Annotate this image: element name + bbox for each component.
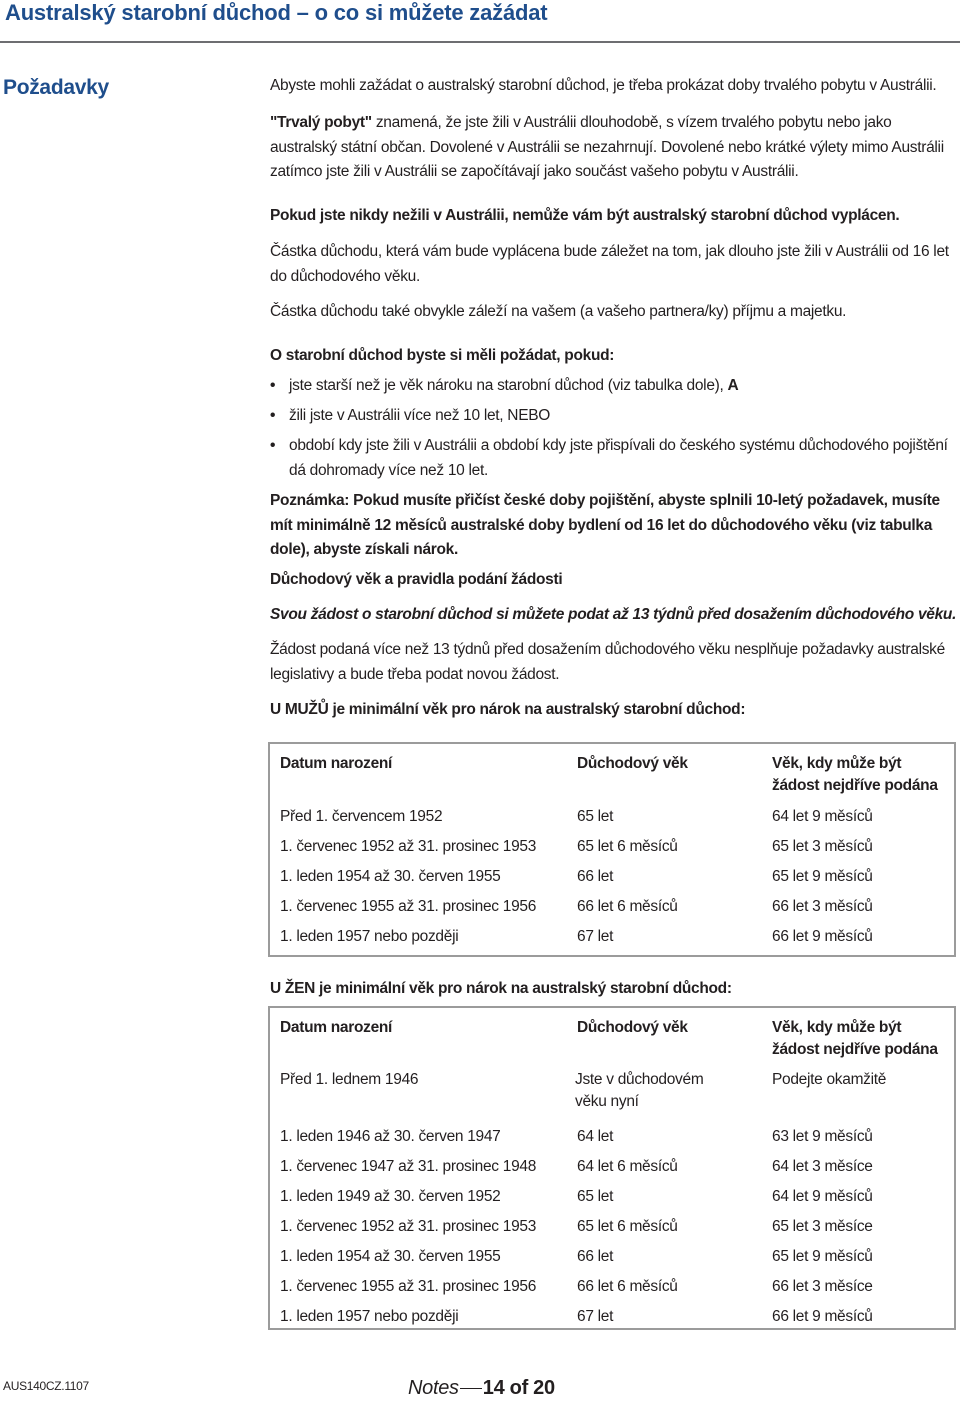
table-cell: 1. leden 1949 až 30. červen 1952 bbox=[280, 1188, 501, 1205]
bullet-icon: • bbox=[270, 377, 276, 394]
table-cell: 65 let 9 měsíců bbox=[772, 868, 873, 885]
column-header-birth-date: Datum narození bbox=[280, 1019, 393, 1036]
paragraph-amount-income: Částka důchodu také obvykle záleží na vašem (a vašeho partnera/ky) příjmu a majetku. bbox=[270, 303, 847, 320]
paragraph-permanent-residence-text: znamená, že jste žili v Austrálii dlouhodobě, s vízem trvalého pobytu nebo jako australský státní občan. Dovolené v Austrálii se nezahrnují. Dovolené nebo krátké výlety mimo Austrálii zatímco jste žili v Austrálii se započítávají jako součást vašeho pobytu v Austrálii. bbox=[270, 114, 944, 180]
document-code: AUS140CZ.1107 bbox=[3, 1379, 89, 1393]
table-cell: Před 1. červencem 1952 bbox=[280, 808, 443, 825]
table-cell: 66 let 6 měsíců bbox=[577, 1278, 678, 1295]
table-cell: 1. červenec 1955 až 31. prosinec 1956 bbox=[280, 1278, 537, 1295]
table-cell: 1. leden 1957 nebo později bbox=[280, 928, 459, 945]
table-cell: 1. leden 1954 až 30. červen 1955 bbox=[280, 868, 501, 885]
table-cell: Podejte okamžitě bbox=[772, 1071, 887, 1088]
list-item-text: období kdy jste žili v Austrálii a období kdy jste přispívali do českého systému důchodového pojištění dá dohromady více než 10 let. bbox=[289, 437, 948, 479]
bullet-icon: • bbox=[270, 407, 276, 424]
table-cell: 64 let 9 měsíců bbox=[772, 1188, 873, 1205]
column-header-pension-age: Důchodový věk bbox=[577, 1019, 688, 1036]
column-header-birth-date: Datum narození bbox=[280, 755, 393, 772]
table-cell: 64 let bbox=[577, 1128, 614, 1145]
table-cell: 1. červenec 1955 až 31. prosinec 1956 bbox=[280, 898, 537, 915]
table-cell: 65 let 6 měsíců bbox=[577, 1218, 678, 1235]
table-cell: 64 let 3 měsíce bbox=[772, 1158, 873, 1175]
bullet-icon: • bbox=[270, 437, 276, 454]
table-cell: 65 let bbox=[577, 808, 614, 825]
paragraph-amount-duration: Částka důchodu, která vám bude vyplácena bude záležet na tom, jak dlouho jste žili v Austrálii od 16 let do důchodového věku. bbox=[270, 243, 949, 285]
section-label: Požadavky bbox=[3, 76, 109, 99]
table-cell: 66 let 6 měsíců bbox=[577, 898, 678, 915]
table-cell: 66 let 9 měsíců bbox=[772, 1308, 873, 1325]
heading-women-table: U ŽEN je minimální věk pro nárok na australský starobní důchod: bbox=[270, 980, 732, 997]
table-cell: 65 let 9 měsíců bbox=[772, 1248, 873, 1265]
table-cell: 1. červenec 1947 až 31. prosinec 1948 bbox=[280, 1158, 537, 1175]
dash-divider bbox=[460, 1388, 482, 1390]
table-cell: 64 let 9 měsíců bbox=[772, 808, 873, 825]
list-item-connector: A bbox=[727, 377, 739, 394]
list-item-text: žili jste v Austrálii více než 10 let, NEBO bbox=[289, 407, 551, 424]
table-cell: 63 let 9 měsíců bbox=[772, 1128, 873, 1145]
table-cell: 65 let 3 měsíců bbox=[772, 838, 873, 855]
list-item-text: jste starší než je věk nároku na starobní důchod (viz tabulka dole), bbox=[289, 377, 728, 394]
table-cell: Před 1. lednem 1946 bbox=[280, 1071, 419, 1088]
column-header-earliest-claim: Věk, kdy může být žádost nejdříve podána bbox=[772, 1019, 938, 1058]
table-cell: 67 let bbox=[577, 928, 614, 945]
paragraph-apply-window: Svou žádost o starobní důchod si můžete podat až 13 týdnů před dosažením důchodového věku. bbox=[270, 606, 957, 623]
heading-retirement-age: Důchodový věk a pravidla podání žádosti bbox=[270, 571, 563, 588]
paragraph-never-lived: Pokud jste nikdy nežili v Austrálii, nemůže vám být australský starobní důchod vyplácen. bbox=[270, 207, 900, 224]
page-title: Australský starobní důchod – o co si můžete zažádat bbox=[5, 0, 548, 25]
term-permanent-residence: "Trvalý pobyt" bbox=[270, 114, 372, 131]
notes-label: Notes bbox=[408, 1377, 459, 1399]
paragraph-permanent-residence bbox=[270, 111, 960, 185]
paragraph-apply-if: O starobní důchod byste si měli požádat, pokud: bbox=[270, 347, 615, 364]
table-cell: Jste v důchodovém věku nyní bbox=[575, 1071, 704, 1110]
header-divider bbox=[0, 41, 960, 43]
column-header-pension-age: Důchodový věk bbox=[577, 755, 688, 772]
table-cell: 66 let 9 měsíců bbox=[772, 928, 873, 945]
page-counter: 14 of 20 bbox=[482, 1377, 555, 1399]
paragraph-intro: Abyste mohli zažádat o australský starobní důchod, je třeba prokázat doby trvalého pobytu v Austrálii. bbox=[270, 77, 937, 94]
table-cell: 65 let 6 měsíců bbox=[577, 838, 678, 855]
table-cell: 67 let bbox=[577, 1308, 614, 1325]
paragraph-early-application: Žádost podaná více než 13 týdnů před dosažením důchodového věku nesplňuje požadavky australské legislativy a bude třeba podat novou žádost. bbox=[270, 641, 945, 683]
table-cell: 66 let 3 měsíců bbox=[772, 898, 873, 915]
column-header-earliest-claim: Věk, kdy může být žádost nejdříve podána bbox=[772, 755, 938, 794]
paragraph-note: Poznámka: Pokud musíte přičíst české doby pojištění, abyste splnili 10-letý požadavek, musíte mít minimálně 12 měsíců australské doby bydlení od 16 let do důchodového věku (viz tabulka dole), abyste získali nárok. bbox=[270, 492, 940, 558]
table-cell: 66 let 3 měsíce bbox=[772, 1278, 873, 1295]
heading-men-table: U MUŽŮ je minimální věk pro nárok na australský starobní důchod: bbox=[270, 701, 746, 718]
table-cell: 1. červenec 1952 až 31. prosinec 1953 bbox=[280, 838, 537, 855]
table-cell: 65 let bbox=[577, 1188, 614, 1205]
table-cell: 66 let bbox=[577, 1248, 614, 1265]
table-cell: 1. leden 1946 až 30. červen 1947 bbox=[280, 1128, 501, 1145]
table-cell: 64 let 6 měsíců bbox=[577, 1158, 678, 1175]
women-age-table bbox=[268, 1006, 956, 1330]
table-cell: 1. leden 1954 až 30. červen 1955 bbox=[280, 1248, 501, 1265]
men-age-table bbox=[268, 742, 956, 957]
table-cell: 66 let bbox=[577, 868, 614, 885]
table-cell: 1. leden 1957 nebo později bbox=[280, 1308, 459, 1325]
table-cell: 65 let 3 měsíce bbox=[772, 1218, 873, 1235]
page-number bbox=[408, 1377, 555, 1400]
table-cell: 1. červenec 1952 až 31. prosinec 1953 bbox=[280, 1218, 537, 1235]
